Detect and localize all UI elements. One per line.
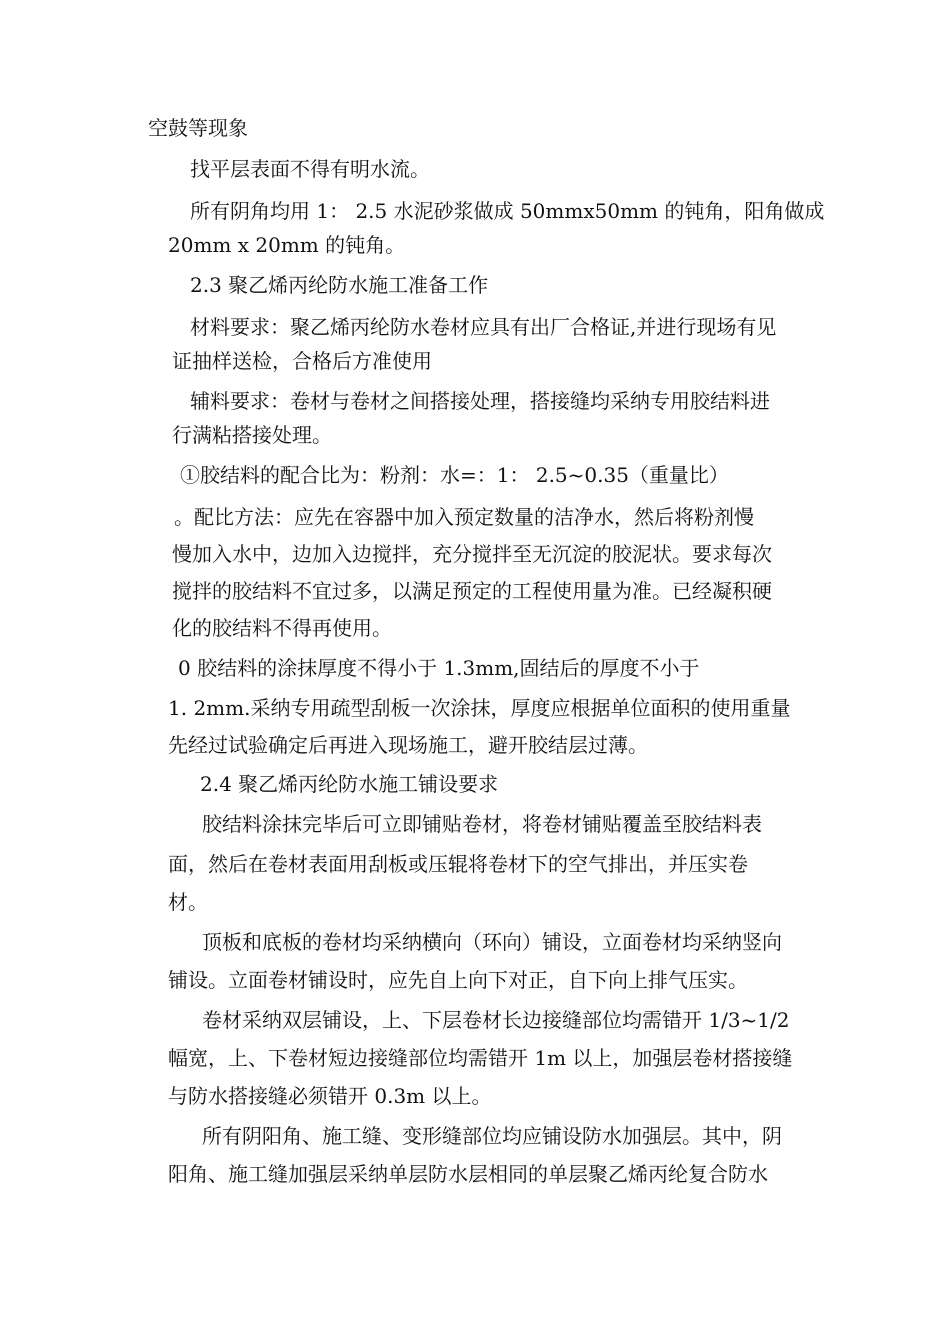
text-line-22: 顶板和底板的卷材均采纳横向（环向）铺设，立面卷材均采纳竖向 <box>202 930 782 954</box>
text-line-16: 1. 2mm.采纳专用疏型刮板一次涂抹，厚度应根据单位面积的使用重量 <box>168 696 791 720</box>
text-line-24: 卷材采纳双层铺设，上、下层卷材长边接缝部位均需错开 1/3~1/2 <box>202 1008 790 1032</box>
text-line-13: 搅拌的胶结料不宜过多，以满足预定的工程使用量为准。已经凝积硬 <box>172 579 772 603</box>
text-line-26: 与防水搭接缝必须错开 0.3m 以上。 <box>168 1084 492 1108</box>
text-line-21: 材。 <box>168 890 208 914</box>
text-line-2: 找平层表面不得有明水流。 <box>190 157 430 181</box>
text-line-25: 幅宽，上、下卷材短边接缝部位均需错开 1m 以上，加强层卷材搭接缝 <box>168 1046 793 1070</box>
text-line-6: 材料要求：聚乙烯丙纶防水卷材应具有出厂合格证,并进行现场有见 <box>190 315 777 339</box>
text-line-8: 辅料要求：卷材与卷材之间搭接处理，搭接缝均采纳专用胶结料进 <box>190 389 770 413</box>
text-line-10: ①胶结料的配合比为：粉剂：水=：1： 2.5~0.35（重量比） <box>180 463 729 487</box>
section-heading-2-3: 2.3 聚乙烯丙纶防水施工准备工作 <box>190 273 489 297</box>
text-line-19: 胶结料涂抹完毕后可立即铺贴卷材，将卷材铺贴覆盖至胶结料表 <box>202 812 762 836</box>
text-line-4: 20mm x 20mm 的钝角。 <box>168 233 406 257</box>
text-line-17: 先经过试验确定后再进入现场施工，避开胶结层过薄。 <box>168 733 648 757</box>
text-line-12: 慢加入水中，边加入边搅拌，充分搅拌至无沉淀的胶泥状。要求每次 <box>172 542 772 566</box>
text-line-27: 所有阴阳角、施工缝、变形缝部位均应铺设防水加强层。其中，阴 <box>202 1124 782 1148</box>
text-line-1: 空鼓等现象 <box>148 116 248 140</box>
section-heading-2-4: 2.4 聚乙烯丙纶防水施工铺设要求 <box>200 772 499 796</box>
text-line-23: 铺设。立面卷材铺设时，应先自上向下对正，自下向上排气压实。 <box>168 968 748 992</box>
text-line-14: 化的胶结料不得再使用。 <box>172 616 392 640</box>
text-line-15: 0 胶结料的涂抹厚度不得小于 1.3mm,固结后的厚度不小于 <box>178 656 700 680</box>
text-line-3: 所有阴角均用 1： 2.5 水泥砂浆做成 50mmx50mm 的钝角，阳角做成 <box>190 199 825 223</box>
text-line-28: 阳角、施工缝加强层采纳单层防水层相同的单层聚乙烯丙纶复合防水 <box>168 1162 768 1186</box>
text-line-11: 。配比方法：应先在容器中加入预定数量的洁净水，然后将粉剂慢 <box>174 505 754 529</box>
text-line-9: 行满粘搭接处理。 <box>172 423 332 447</box>
text-line-20: 面，然后在卷材表面用刮板或压辊将卷材下的空气排出，并压实卷 <box>168 852 748 876</box>
text-line-7: 证抽样送检，合格后方准使用 <box>172 349 432 373</box>
